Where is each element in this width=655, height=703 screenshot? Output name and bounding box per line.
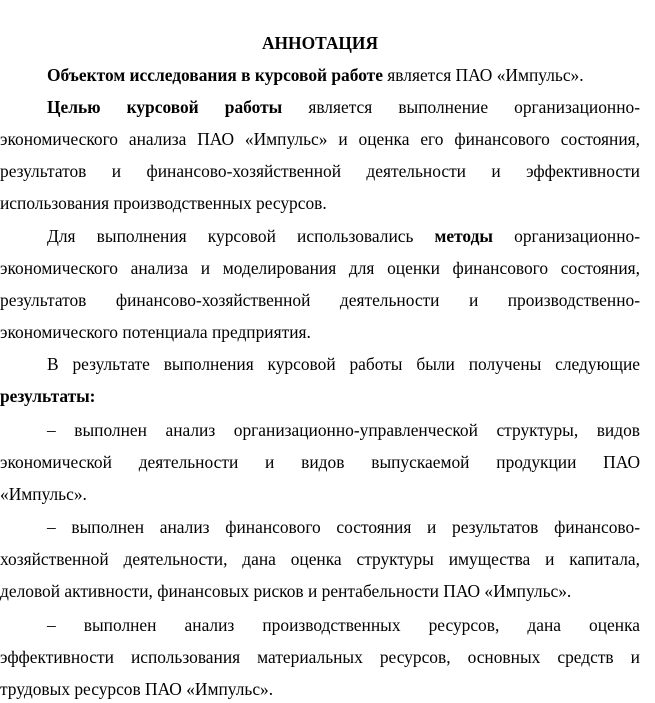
result-item-line: хозяйственной деятельности, дана оценка структуры имущества и капитала, [0, 549, 640, 569]
paragraph-goal-line: использования производственных ресурсов. [0, 193, 327, 213]
paragraph-methods-line: экономического анализа и моделирования для оценки финансового состояния, [0, 258, 640, 278]
paragraph-goal-line: экономического анализа ПАО «Импульс» и оценка его финансового состояния, [0, 129, 640, 149]
paragraph-goal-line: Целью курсовой работы является выполнение организационно- [47, 97, 640, 117]
result-item-line: эффективности использования материальных ресурсов, основных средств и [0, 647, 640, 667]
paragraph-methods-line: экономического потенциала предприятия. [0, 322, 311, 342]
paragraph-goal-line: результатов и финансово-хозяйственной деятельности и эффективности [0, 161, 640, 181]
paragraph-object: Объектом исследования в курсовой работе является ПАО «Импульс». [47, 65, 584, 85]
result-item-line: экономической деятельности и видов выпускаемой продукции ПАО [0, 452, 640, 472]
result-item-line: деловой активности, финансовых рисков и рентабельности ПАО «Импульс». [0, 581, 572, 601]
paragraph-methods-line: результатов финансово-хозяйственной деятельности и производственно- [0, 290, 640, 310]
result-item-line: – выполнен анализ производственных ресурсов, дана оценка [47, 615, 640, 635]
result-item-line: – выполнен анализ организационно-управленческой структуры, видов [47, 420, 640, 440]
result-item-line: трудовых ресурсов ПАО «Импульс». [0, 679, 274, 699]
paragraph-methods-line: Для выполнения курсовой использовались методы организационно- [47, 226, 640, 246]
result-item-line: «Импульс». [0, 484, 87, 504]
page-title: АННОТАЦИЯ [261, 33, 379, 53]
paragraph-results-line: В результате выполнения курсовой работы были получены следующие [47, 354, 640, 374]
result-item-line: – выполнен анализ финансового состояния и результатов финансово- [47, 517, 640, 537]
paragraph-results-line: результаты: [0, 386, 96, 406]
